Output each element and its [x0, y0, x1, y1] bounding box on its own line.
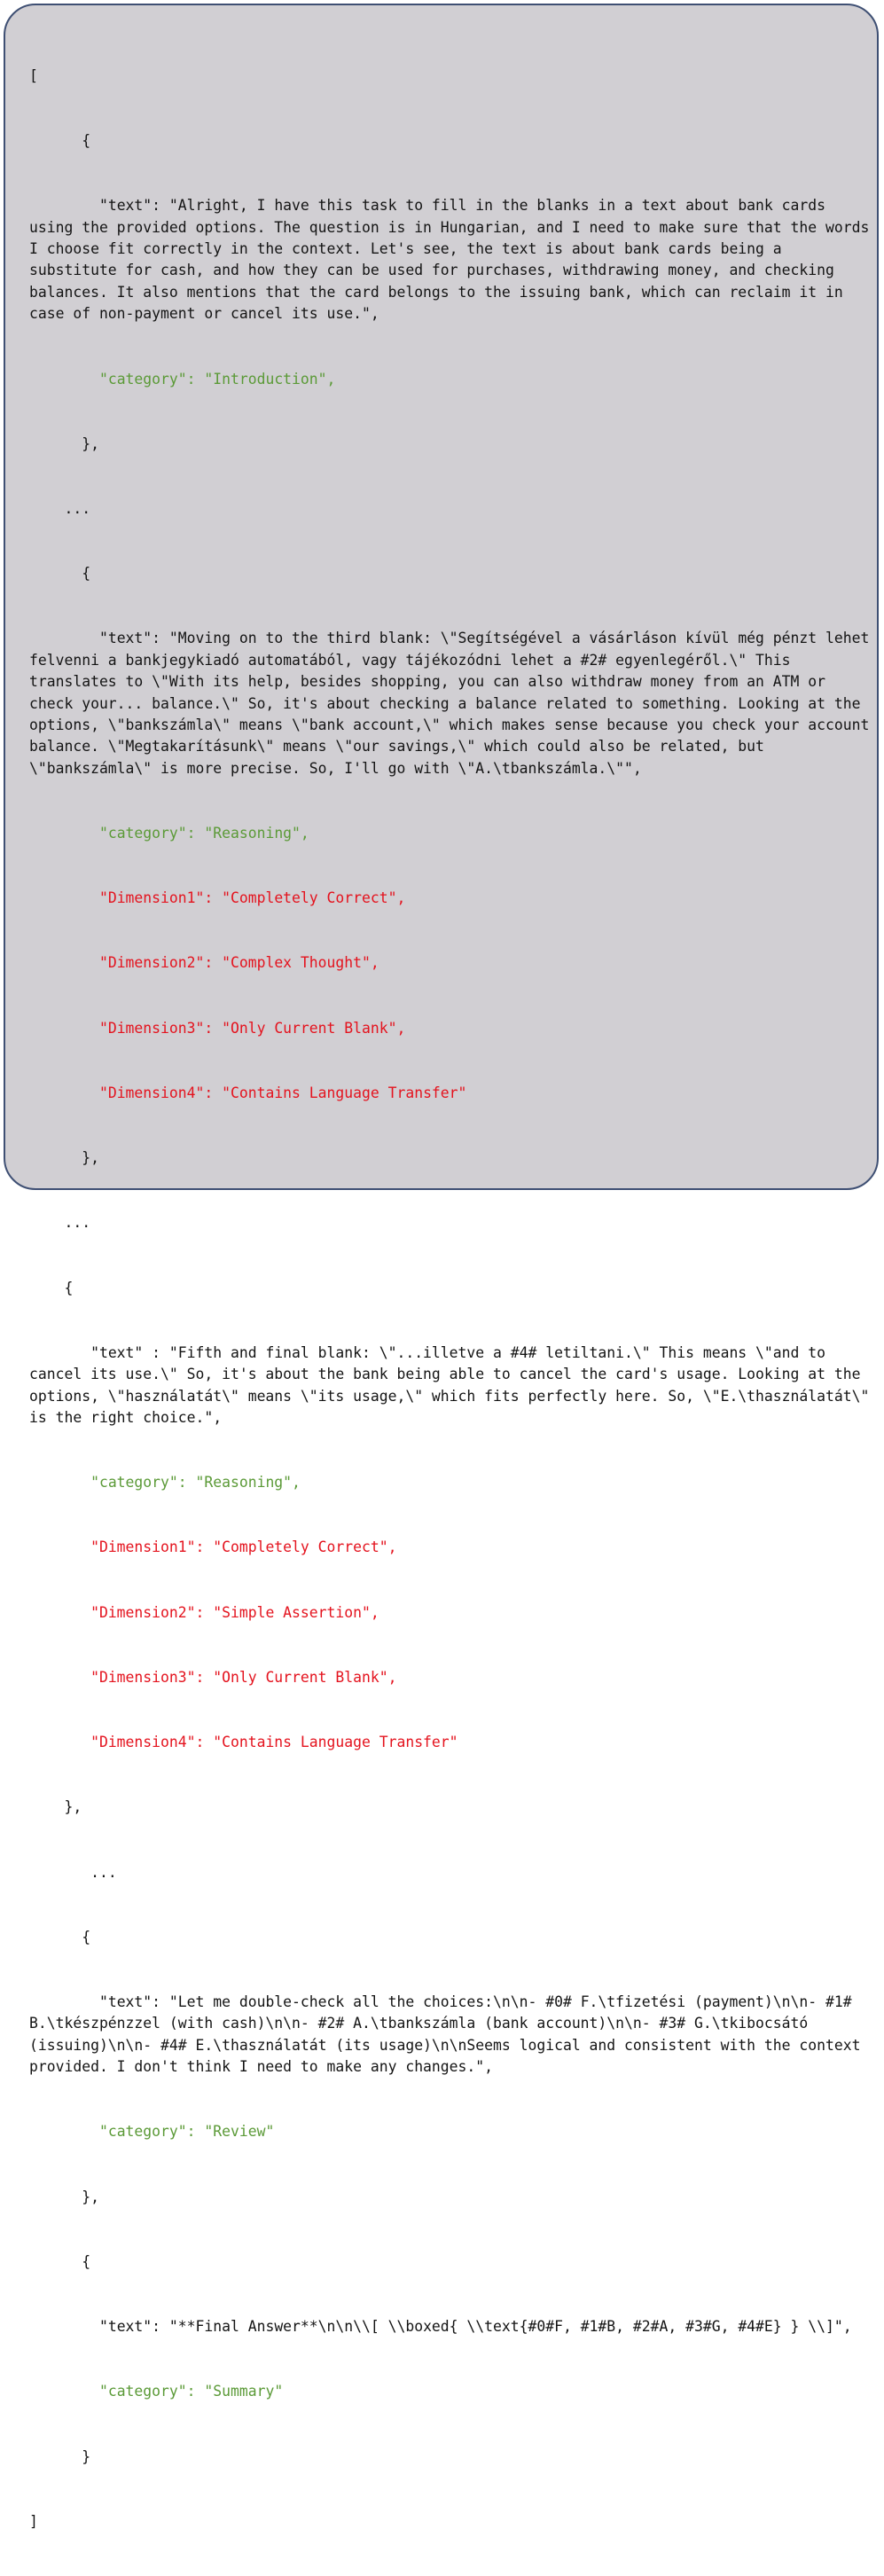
object-open-brace: {: [29, 565, 91, 583]
close-bracket: ]: [29, 2512, 38, 2530]
third-blank-text-line: "text": "Moving on to the third blank: \"Segítségével a vásárláson kívül még pénzt lehet felvenni a bankjegykiadó automatából, vagy tájékozódni lehet a #2# egyenlegéről.\" This translates to \"With its help, besides shopping, you can also withdraw money from an ATM or check your... balance.\" So, it's about checking a balance related to something. Looking at the options, \"bankszámla\" means \"bank account,\" which makes sense because you check your account balance. \"Megtakarításunk\" means \"our savings,\" which could also be related, but \"bankszámla\" is more precise. So, I'll go with \"A.\tbankszámla.\"",: [29, 630, 879, 777]
category-summary: "category": "Summary": [29, 2383, 284, 2400]
ellipsis: ...: [29, 1863, 117, 1881]
review-text-line: "text": "Let me double-check all the choices:\n\n- #0# F.\tfizetési (payment)\n\n- #1# B.\tkészpénzzel (with cash)\n\n- #2# A.\tbankszámla (bank account)\n\n- #3# G.\tkibocsátó (issuing)\n\n- #4# E.\thasználatát (its usage)\n\nSeems logical and consistent with the context provided. I don't think I need to make any changes.",: [29, 1993, 870, 2076]
dimension3-line: "Dimension3": "Only Current Blank",: [29, 1019, 406, 1037]
object-close-brace: },: [29, 1149, 99, 1167]
json-listing-panel: [4, 4, 879, 2530]
dimension2-line: "Dimension2": "Complex Thought",: [29, 954, 379, 972]
dimension2-line: "Dimension2": "Simple Assertion",: [29, 1603, 379, 1621]
object-close-brace: },: [29, 2188, 99, 2205]
object-open-brace: {: [29, 1279, 74, 1296]
object-close-brace: },: [29, 435, 99, 452]
dimension4-line: "Dimension4": "Contains Language Transfer": [29, 1734, 458, 1751]
object-close-brace: },: [29, 1798, 82, 1816]
introduction-text-line: "text": "Alright, I have this task to fill in the blanks in a text about bank cards using the provided options. The question is in Hungarian, and I need to make sure that the words I choose fit correctly in the context. Let's see, the text is about bank cards being a substitute for cash, and how they can be used for purchases, withdrawing money, and checking balances. It also mentions that the card belongs to the issuing bank, which can reclaim it in case of non-payment or cancel its use.",: [29, 197, 879, 323]
open-bracket: [: [29, 67, 38, 84]
dimension1-line: "Dimension1": "Completely Correct",: [29, 889, 406, 907]
object-open-brace: {: [29, 132, 91, 150]
fifth-blank-text-line: "text" : "Fifth and final blank: \"...illetve a #4# letiltani.\" This means \"and to cancel its use.\" So, it's about the bank being able to cancel the card's usage. Looking at the options, \"használatát\" means \"its usage,\" which fits perfectly here. So, \"E.\thasználatát\" is the right choice.",: [29, 1343, 879, 1426]
category-introduction: "category": "Introduction",: [29, 370, 336, 388]
category-reasoning: "category": "Reasoning",: [29, 825, 309, 842]
json-code-block: [29, 22, 879, 2576]
object-open-brace: {: [29, 2252, 91, 2270]
category-reasoning: "category": "Reasoning",: [29, 1474, 301, 1492]
category-review: "category": "Review": [29, 2123, 275, 2141]
ellipsis: ...: [29, 1214, 91, 1232]
dimension4-line: "Dimension4": "Contains Language Transfer": [29, 1084, 467, 1101]
object-close-brace: }: [29, 2447, 91, 2465]
ellipsis: ...: [29, 499, 91, 517]
dimension1-line: "Dimension1": "Completely Correct",: [29, 1539, 397, 1556]
summary-text-line: "text": "**Final Answer**\n\n\\[ \\boxed{ \\text{#0#F, #1#B, #2#A, #3#G, #4#E} } \\]",: [29, 2318, 852, 2336]
object-open-brace: {: [29, 1928, 91, 1946]
dimension3-line: "Dimension3": "Only Current Blank",: [29, 1668, 397, 1686]
